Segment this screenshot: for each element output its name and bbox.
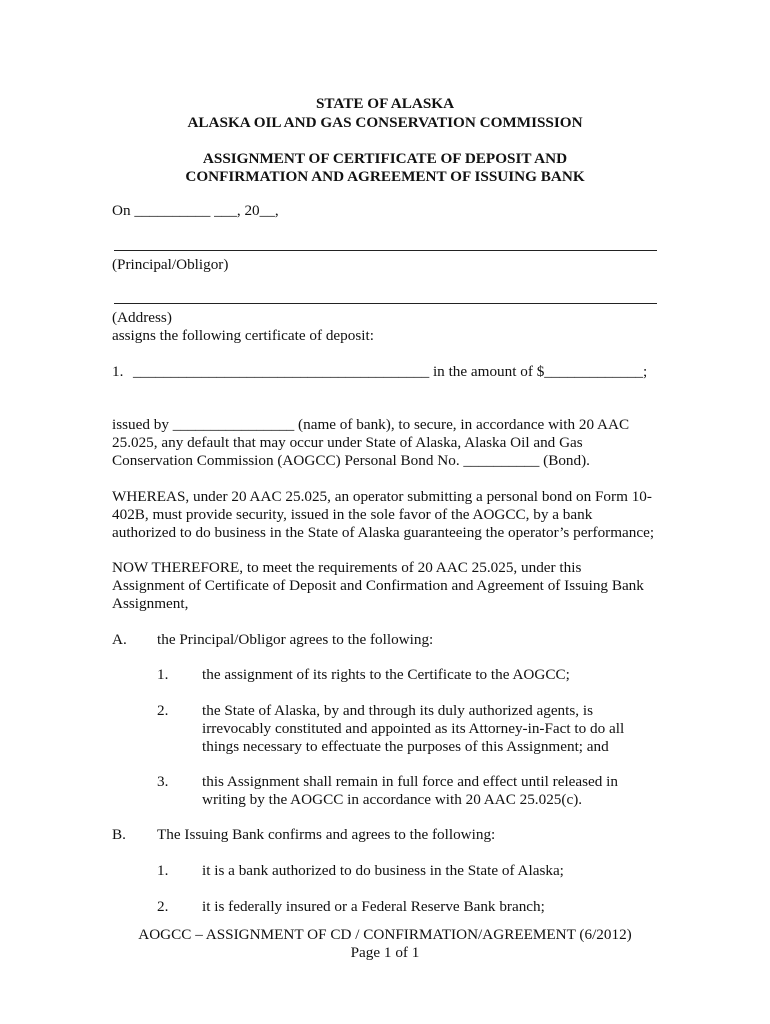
section-b-item-1-text: it is a bank authorized to do business in the State of Alaska; xyxy=(202,862,564,879)
section-a-text: the Principal/Obligor agrees to the following: xyxy=(157,631,434,648)
section-a-item-2-line-2: irrevocably constituted and appointed as its Attorney-in-Fact to do all xyxy=(202,720,625,737)
section-a-item-3-line-2: writing by the AOGCC in accordance with 20 AAC 25.025(c). xyxy=(202,791,583,808)
header-state: STATE OF ALASKA xyxy=(315,95,455,112)
section-a-letter: A. xyxy=(112,631,127,648)
section-b-item-2-number: 2. xyxy=(157,898,169,915)
whereas-line-3: authorized to do business in the State of Alaska guaranteeing the operator’s performance; xyxy=(112,524,655,541)
section-a-item-3-number: 3. xyxy=(157,773,169,790)
section-a-item-2-line-3: things necessary to effectuate the purposes of this Assignment; and xyxy=(202,738,609,755)
section-a-item-2-line-1: the State of Alaska, by and through its duly authorized agents, is xyxy=(202,702,594,719)
item-1-number: 1. xyxy=(112,363,124,380)
issued-line-1: issued by ________________ (name of bank), to secure, in accordance with 20 AAC xyxy=(112,416,630,433)
now-therefore-line-3: Assignment, xyxy=(112,595,189,612)
section-b-text: The Issuing Bank confirms and agrees to the following: xyxy=(157,826,496,843)
now-therefore-line-1: NOW THEREFORE, to meet the requirements of 20 AAC 25.025, under this xyxy=(112,559,582,576)
principal-label: (Principal/Obligor) xyxy=(112,256,229,273)
issued-line-2: 25.025, any default that may occur under State of Alaska, Alaska Oil and Gas xyxy=(112,434,583,451)
whereas-line-2: 402B, must provide security, issued in the sole favor of the AOGCC, by a bank xyxy=(112,506,593,523)
address-line xyxy=(114,303,657,304)
address-label: (Address) xyxy=(112,309,172,326)
assigns-line: assigns the following certificate of deposit: xyxy=(112,327,374,344)
header-commission: ALASKA OIL AND GAS CONSERVATION COMMISSION xyxy=(187,114,583,131)
footer-page-number: Page 1 of 1 xyxy=(350,944,420,961)
now-therefore-line-2: Assignment of Certificate of Deposit and Confirmation and Agreement of Issuing Bank xyxy=(112,577,644,594)
footer-form-id: AOGCC – ASSIGNMENT OF CD / CONFIRMATION/AGREEMENT (6/2012) xyxy=(138,926,632,943)
section-b-item-1-number: 1. xyxy=(157,862,169,879)
date-line: On __________ ___, 20__, xyxy=(112,202,279,219)
document-title-line2: CONFIRMATION AND AGREEMENT OF ISSUING BANK xyxy=(185,168,585,185)
section-b-item-2-text: it is federally insured or a Federal Reserve Bank branch; xyxy=(202,898,545,915)
principal-signature-line xyxy=(114,250,657,251)
section-a-item-3-line-1: this Assignment shall remain in full force and effect until released in xyxy=(202,773,618,790)
section-b-letter: B. xyxy=(112,826,126,843)
section-a-item-1-number: 1. xyxy=(157,666,169,683)
item-1-text: _______________________________________ in the amount of $_____________; xyxy=(133,363,648,380)
whereas-line-1: WHEREAS, under 20 AAC 25.025, an operator submitting a personal bond on Form 10- xyxy=(112,488,652,505)
section-a-item-2-number: 2. xyxy=(157,702,169,719)
document-title-line1: ASSIGNMENT OF CERTIFICATE OF DEPOSIT AND xyxy=(202,150,568,167)
section-a-item-1-text: the assignment of its rights to the Certificate to the AOGCC; xyxy=(202,666,570,683)
issued-line-3: Conservation Commission (AOGCC) Personal Bond No. __________ (Bond). xyxy=(112,452,590,469)
